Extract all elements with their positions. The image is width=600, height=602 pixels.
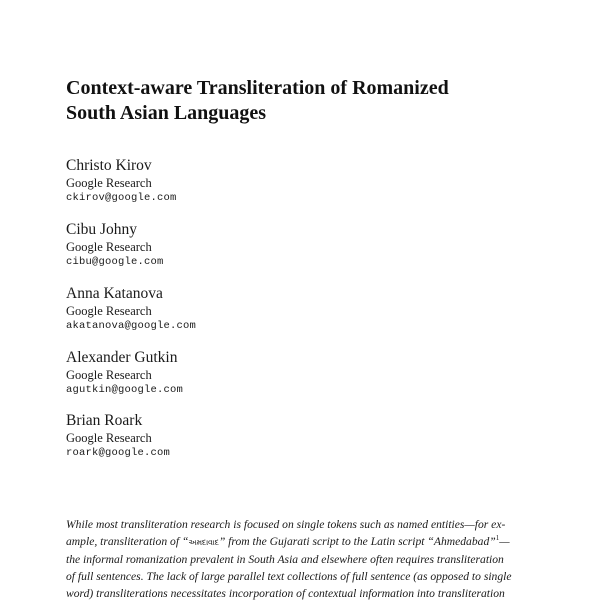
author-name: Brian Roark: [66, 412, 143, 429]
gujarati-word: અમદાવાદ: [188, 538, 219, 547]
author-affiliation: Google Research: [66, 176, 152, 190]
abstract-text: —: [499, 535, 510, 548]
paper-title: [66, 76, 536, 126]
abstract-text: ample, transliteration of “: [66, 535, 189, 548]
abstract-line: of full sentences. The lack of large parallel text collections of full sentence (as opposed to single: [66, 570, 512, 583]
abstract-line: [66, 533, 540, 551]
author-block: [66, 285, 366, 334]
author-email[interactable]: ckirov@google.com: [66, 192, 177, 204]
author-block: [66, 349, 366, 398]
author-email[interactable]: cibu@google.com: [66, 256, 164, 268]
author-name: Alexander Gutkin: [66, 349, 178, 366]
author-name: Cibu Johny: [66, 221, 138, 238]
author-affiliation: Google Research: [66, 368, 152, 382]
author-name: Christo Kirov: [66, 157, 152, 174]
author-email[interactable]: agutkin@google.com: [66, 384, 184, 396]
author-affiliation: Google Research: [66, 431, 152, 445]
abstract-line: While most transliteration research is focused on single tokens such as named entities—for ex-: [66, 518, 506, 531]
author-email[interactable]: roark@google.com: [66, 447, 171, 459]
author-block: [66, 412, 366, 461]
author-block: [66, 221, 366, 270]
author-name: Anna Katanova: [66, 285, 163, 302]
author-block: [66, 157, 366, 206]
author-affiliation: Google Research: [66, 304, 152, 318]
abstract-line: the informal romanization prevalent in South Asia and elsewhere often requires transliteration: [66, 553, 504, 566]
paper-title-line-1: Context-aware Transliteration of Romanized: [66, 77, 449, 99]
author-affiliation: Google Research: [66, 240, 152, 254]
author-email[interactable]: akatanova@google.com: [66, 320, 197, 332]
abstract-text: ” from the Gujarati script to the Latin script “Ahmedabad”: [218, 535, 496, 548]
abstract: [66, 516, 540, 602]
abstract-line: word) transliterations necessitates incorporation of contextual information into transliteration: [66, 587, 505, 600]
paper-title-line-2: South Asian Languages: [66, 102, 267, 124]
footnote-marker[interactable]: 1: [495, 534, 500, 543]
